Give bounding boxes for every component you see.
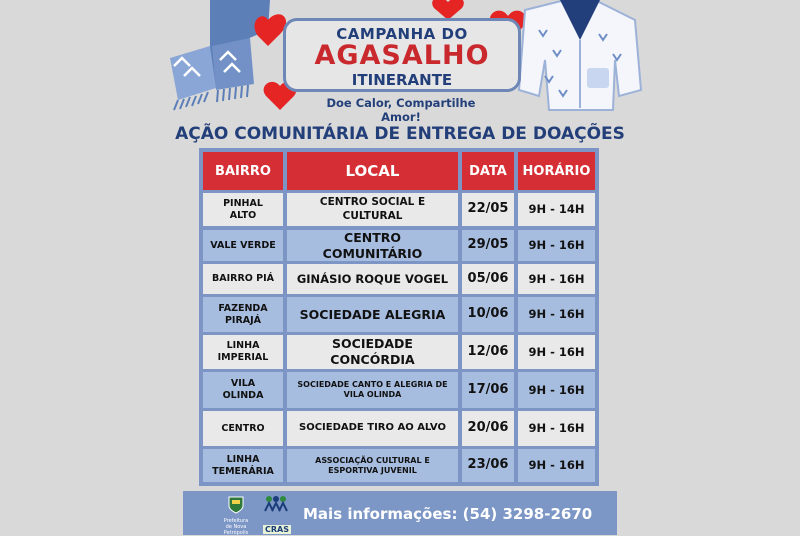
prefeitura-logo — [221, 496, 251, 536]
sweater-illustration — [515, 0, 645, 112]
horario-cell: 9H - 16H — [518, 335, 595, 369]
bairro-cell: FAZENDA PIRAJÁ — [203, 297, 283, 332]
local-cell: SOCIEDADE CANTO E ALEGRIA DE VILA OLINDA — [287, 372, 458, 408]
campaign-title-line1: CAMPANHA DO — [336, 25, 468, 43]
campaign-title-line3: ITINERANTE — [351, 71, 453, 89]
local-cell: SOCIEDADE ALEGRIA — [287, 297, 458, 332]
local-cell: CENTRO SOCIAL E CULTURAL — [287, 193, 458, 226]
data-cell: 10/06 — [462, 297, 514, 332]
local-cell: CENTRO COMUNITÁRIO — [287, 230, 458, 261]
horario-cell: 9H - 14H — [518, 193, 595, 226]
column-header-bairro: BAIRRO — [203, 152, 283, 190]
bairro-cell: LINHA IMPERIAL — [203, 335, 283, 369]
local-cell: ASSOCIAÇÃO CULTURAL E ESPORTIVA JUVENIL — [287, 449, 458, 482]
bairro-cell: CENTRO — [203, 411, 283, 446]
local-cell: SOCIEDADE CONCÓRDIA — [287, 335, 458, 369]
local-cell: SOCIEDADE TIRO AO ALVO — [287, 411, 458, 446]
data-cell: 22/05 — [462, 193, 514, 226]
coat-of-arms-icon — [228, 496, 244, 514]
cras-label: CRAS — [265, 525, 289, 534]
bairro-cell: VILA OLINDA — [203, 372, 283, 408]
schedule-table — [199, 148, 599, 486]
bairro-cell: VALE VERDE — [203, 230, 283, 261]
contact-info: Mais informações: (54) 3298-2670 — [303, 505, 593, 523]
local-cell: GINÁSIO ROQUE VOGEL — [287, 264, 458, 294]
horario-cell: 9H - 16H — [518, 264, 595, 294]
data-cell: 05/06 — [462, 264, 514, 294]
column-header-horario: HORÁRIO — [518, 152, 595, 190]
data-cell: 20/06 — [462, 411, 514, 446]
data-cell: 12/06 — [462, 335, 514, 369]
horario-cell: 9H - 16H — [518, 449, 595, 482]
horario-cell: 9H - 16H — [518, 297, 595, 332]
data-cell: 29/05 — [462, 230, 514, 261]
horario-cell: 9H - 16H — [518, 411, 595, 446]
tagline: Doe Calor, Compartilhe Amor! — [326, 96, 476, 124]
campaign-title-box — [283, 18, 521, 92]
cras-logo — [263, 495, 291, 536]
bairro-cell: LINHA TEMERÁRIA — [203, 449, 283, 482]
people-icon — [263, 495, 289, 513]
column-header-local: LOCAL — [287, 152, 458, 190]
prefeitura-caption: Prefeitura de Nova Petrópolis — [223, 518, 249, 536]
bairro-cell: PINHAL ALTO — [203, 193, 283, 226]
horario-cell: 9H - 16H — [518, 230, 595, 261]
data-cell: 17/06 — [462, 372, 514, 408]
footer-bar — [183, 491, 617, 535]
campaign-title-line2: AGASALHO — [314, 40, 490, 71]
bairro-cell: BAIRRO PIÁ — [203, 264, 283, 294]
page-subtitle: AÇÃO COMUNITÁRIA DE ENTREGA DE DOAÇÕES — [175, 124, 625, 144]
column-header-data: DATA — [462, 152, 514, 190]
data-cell: 23/06 — [462, 449, 514, 482]
horario-cell: 9H - 16H — [518, 372, 595, 408]
